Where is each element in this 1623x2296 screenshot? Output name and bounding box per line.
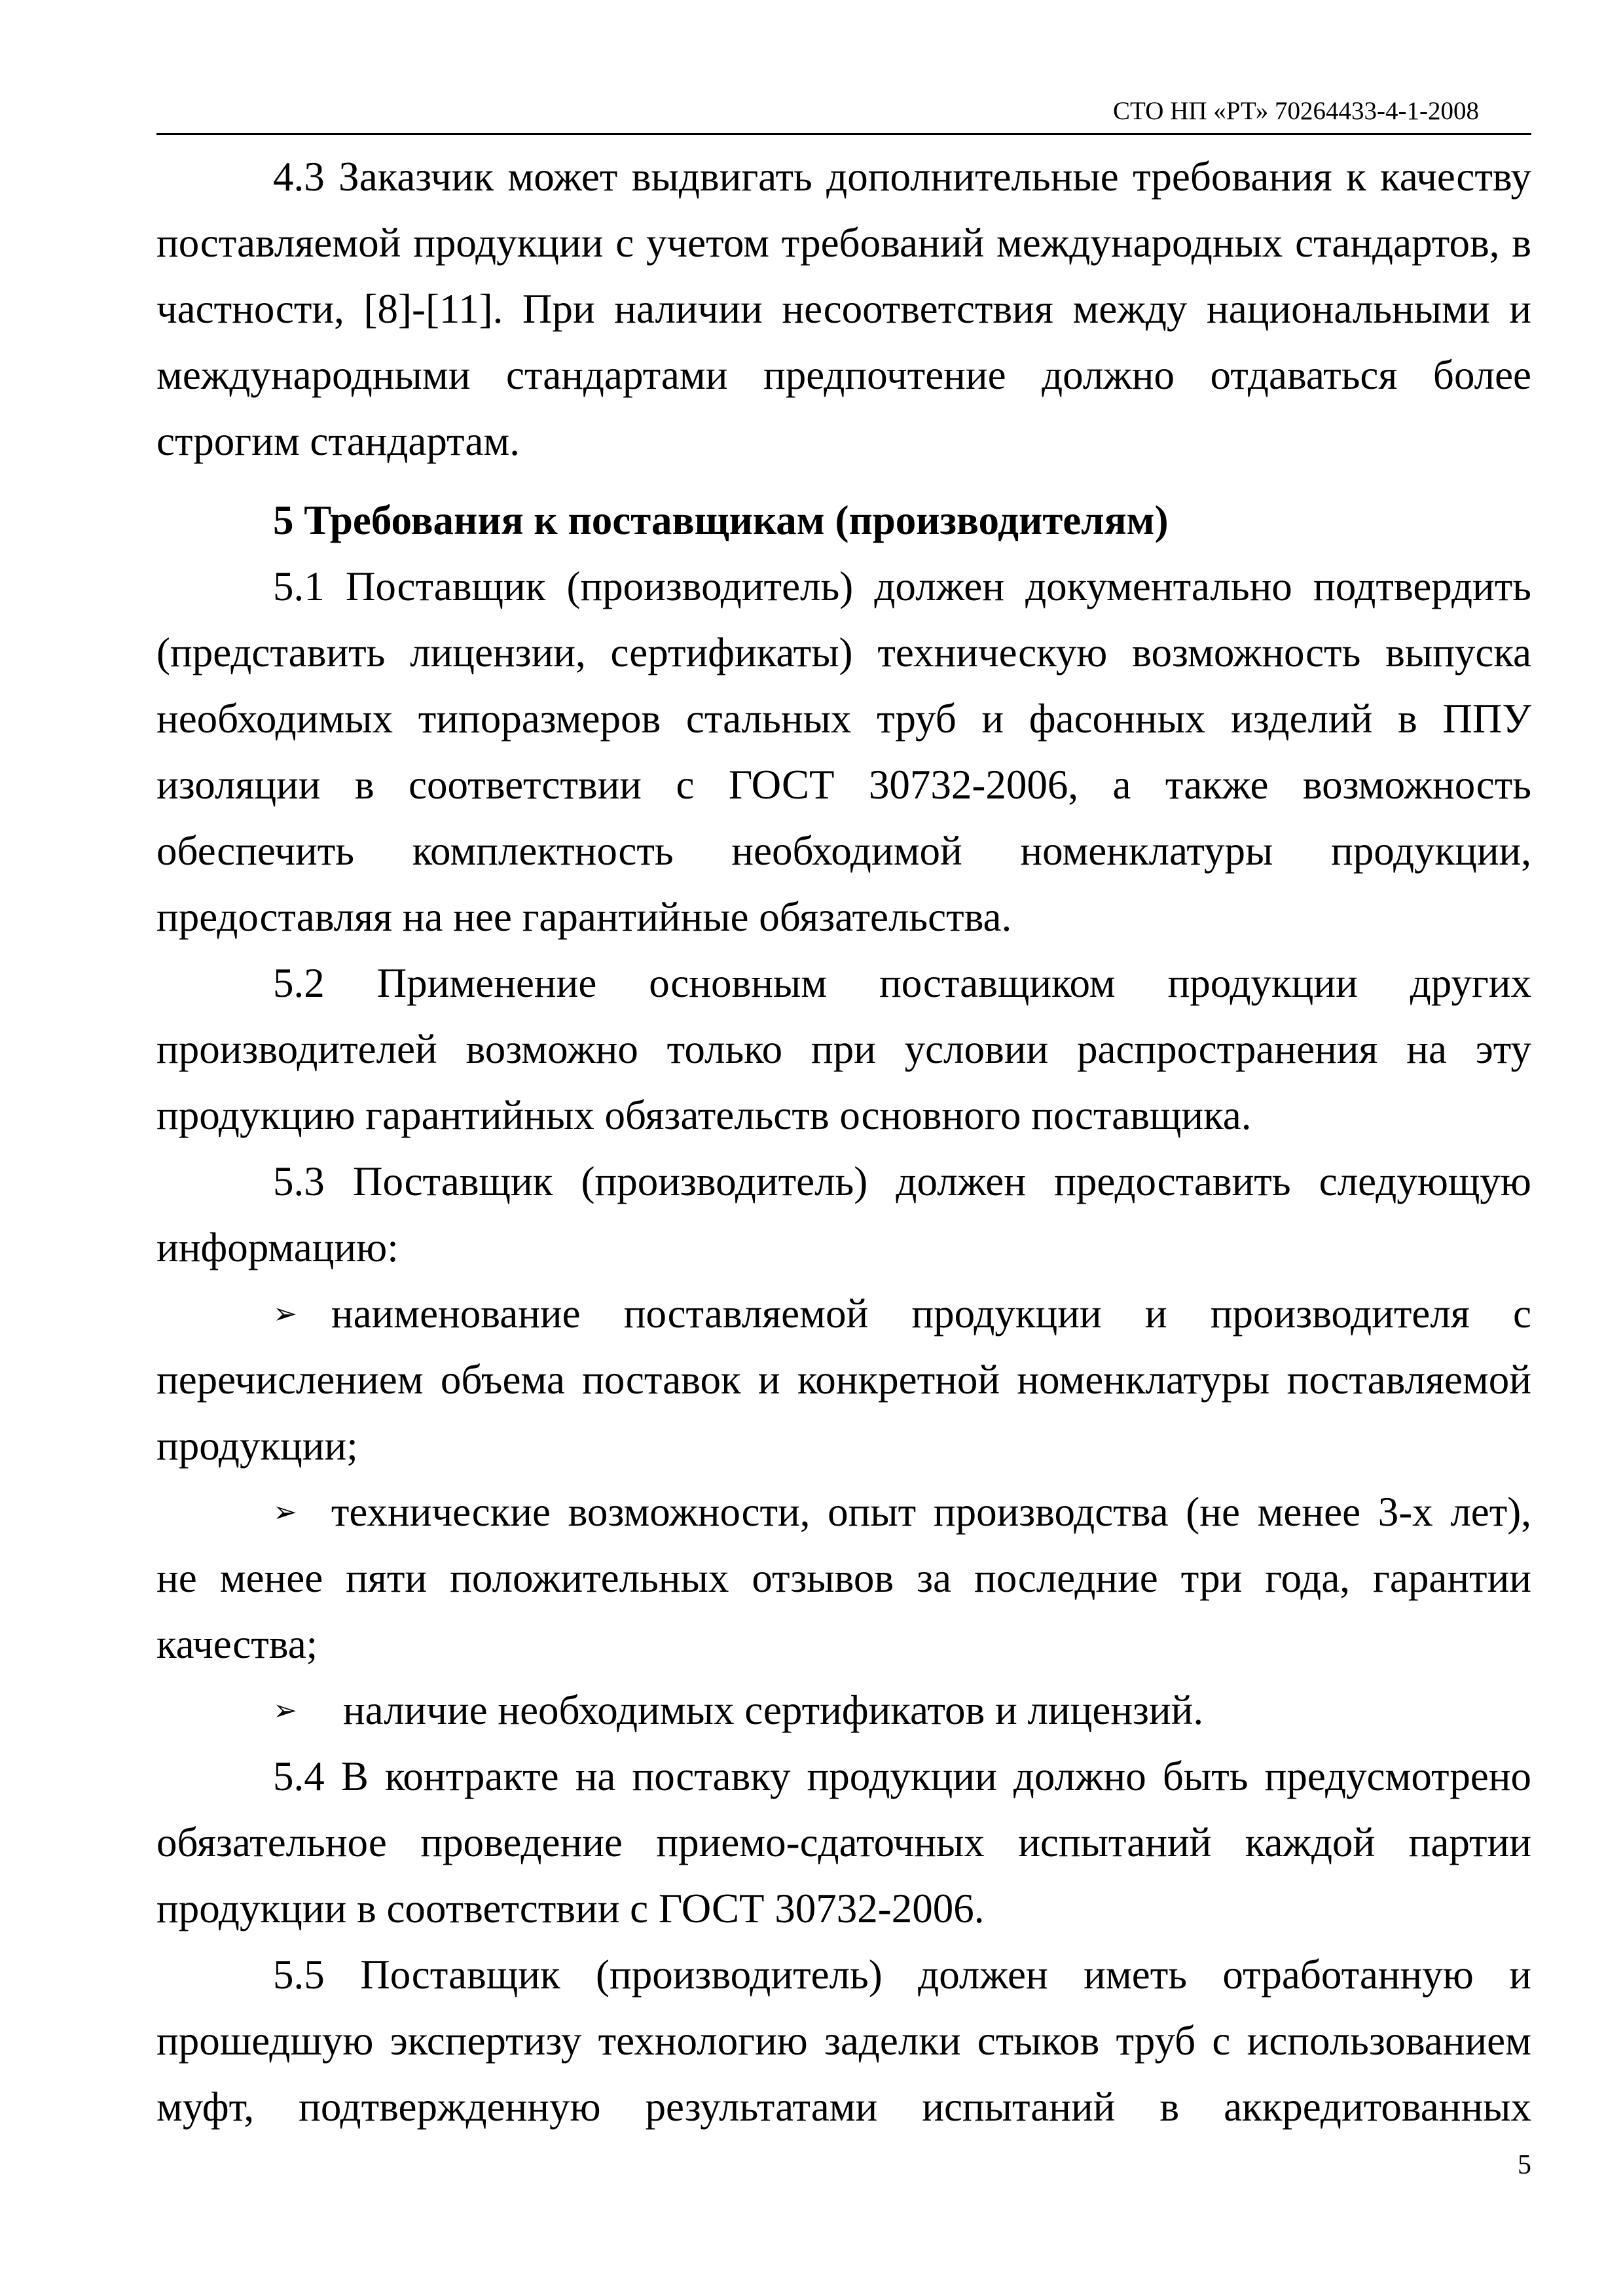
document-body <box>156 144 1531 2140</box>
page-number: 5 <box>1518 2150 1531 2180</box>
bullet-text: технические возможности, опыт производства (не менее 3-х лет), не менее пяти положительных отзывов за последние три года, гарантии качества; <box>156 1489 1531 1667</box>
page-header <box>156 94 1531 135</box>
paragraph-5-2: 5.2 Применение основным поставщиком продукции других производителей возможно только при условии распространения на эту продукцию гарантийных обязательств основного поставщика. <box>156 960 1531 1138</box>
document-code: СТО НП «РТ» 70264433-4-1-2008 <box>1112 97 1479 125</box>
arrow-bullet-icon: ➢ <box>273 1297 297 1331</box>
paragraph-5-1: 5.1 Поставщик (производитель) должен документально подтвердить (представить лицензии, сертификаты) техническую возможность выпуска необходимых типоразмеров стальных труб и фасонных изделий в ППУ изоляции в соответствии с ГОСТ 30732-2006, а также возможность обеспечить комплектность необходимой номенклатуры продукции, предоставляя на нее гарантийные обязательства. <box>156 564 1531 940</box>
paragraph-4-3: 4.3 Заказчик может выдвигать дополнительные требования к качеству поставляемой продукции с учетом требований международных стандартов, в частности, [8]-[11]. При наличии несоответствия между национальными и международными стандартами предпочтение должно отдаваться более строгим стандартам. <box>156 154 1531 464</box>
arrow-bullet-icon: ➢ <box>273 1694 297 1727</box>
paragraph-5-3: 5.3 Поставщик (производитель) должен предоставить следующую информацию: <box>156 1158 1531 1270</box>
paragraph-5-5: 5.5 Поставщик (производитель) должен иметь отработанную и прошедшую экспертизу технологию заделки стыков труб с использованием муфт, подтвержденную результатами испытаний в аккредитованных <box>156 1952 1531 2130</box>
paragraph-5-4: 5.4 В контракте на поставку продукции должно быть предусмотрено обязательное проведение приемо-сдаточных испытаний каждой партии продукции в соответствии с ГОСТ 30732-2006. <box>156 1753 1531 1931</box>
bullet-text: наименование поставляемой продукции и производителя с перечислением объема поставок и конкретной номенклатуры поставляемой продукции; <box>156 1291 1531 1469</box>
bullet-text: наличие необходимых сертификатов и лицензий. <box>342 1687 1204 1733</box>
arrow-bullet-icon: ➢ <box>273 1496 297 1529</box>
bullet-item <box>156 1677 1531 1744</box>
bullet-item <box>156 1479 1531 1677</box>
section-title: 5 Требования к поставщикам (производителям) <box>273 497 1169 543</box>
bullet-item <box>156 1281 1531 1479</box>
